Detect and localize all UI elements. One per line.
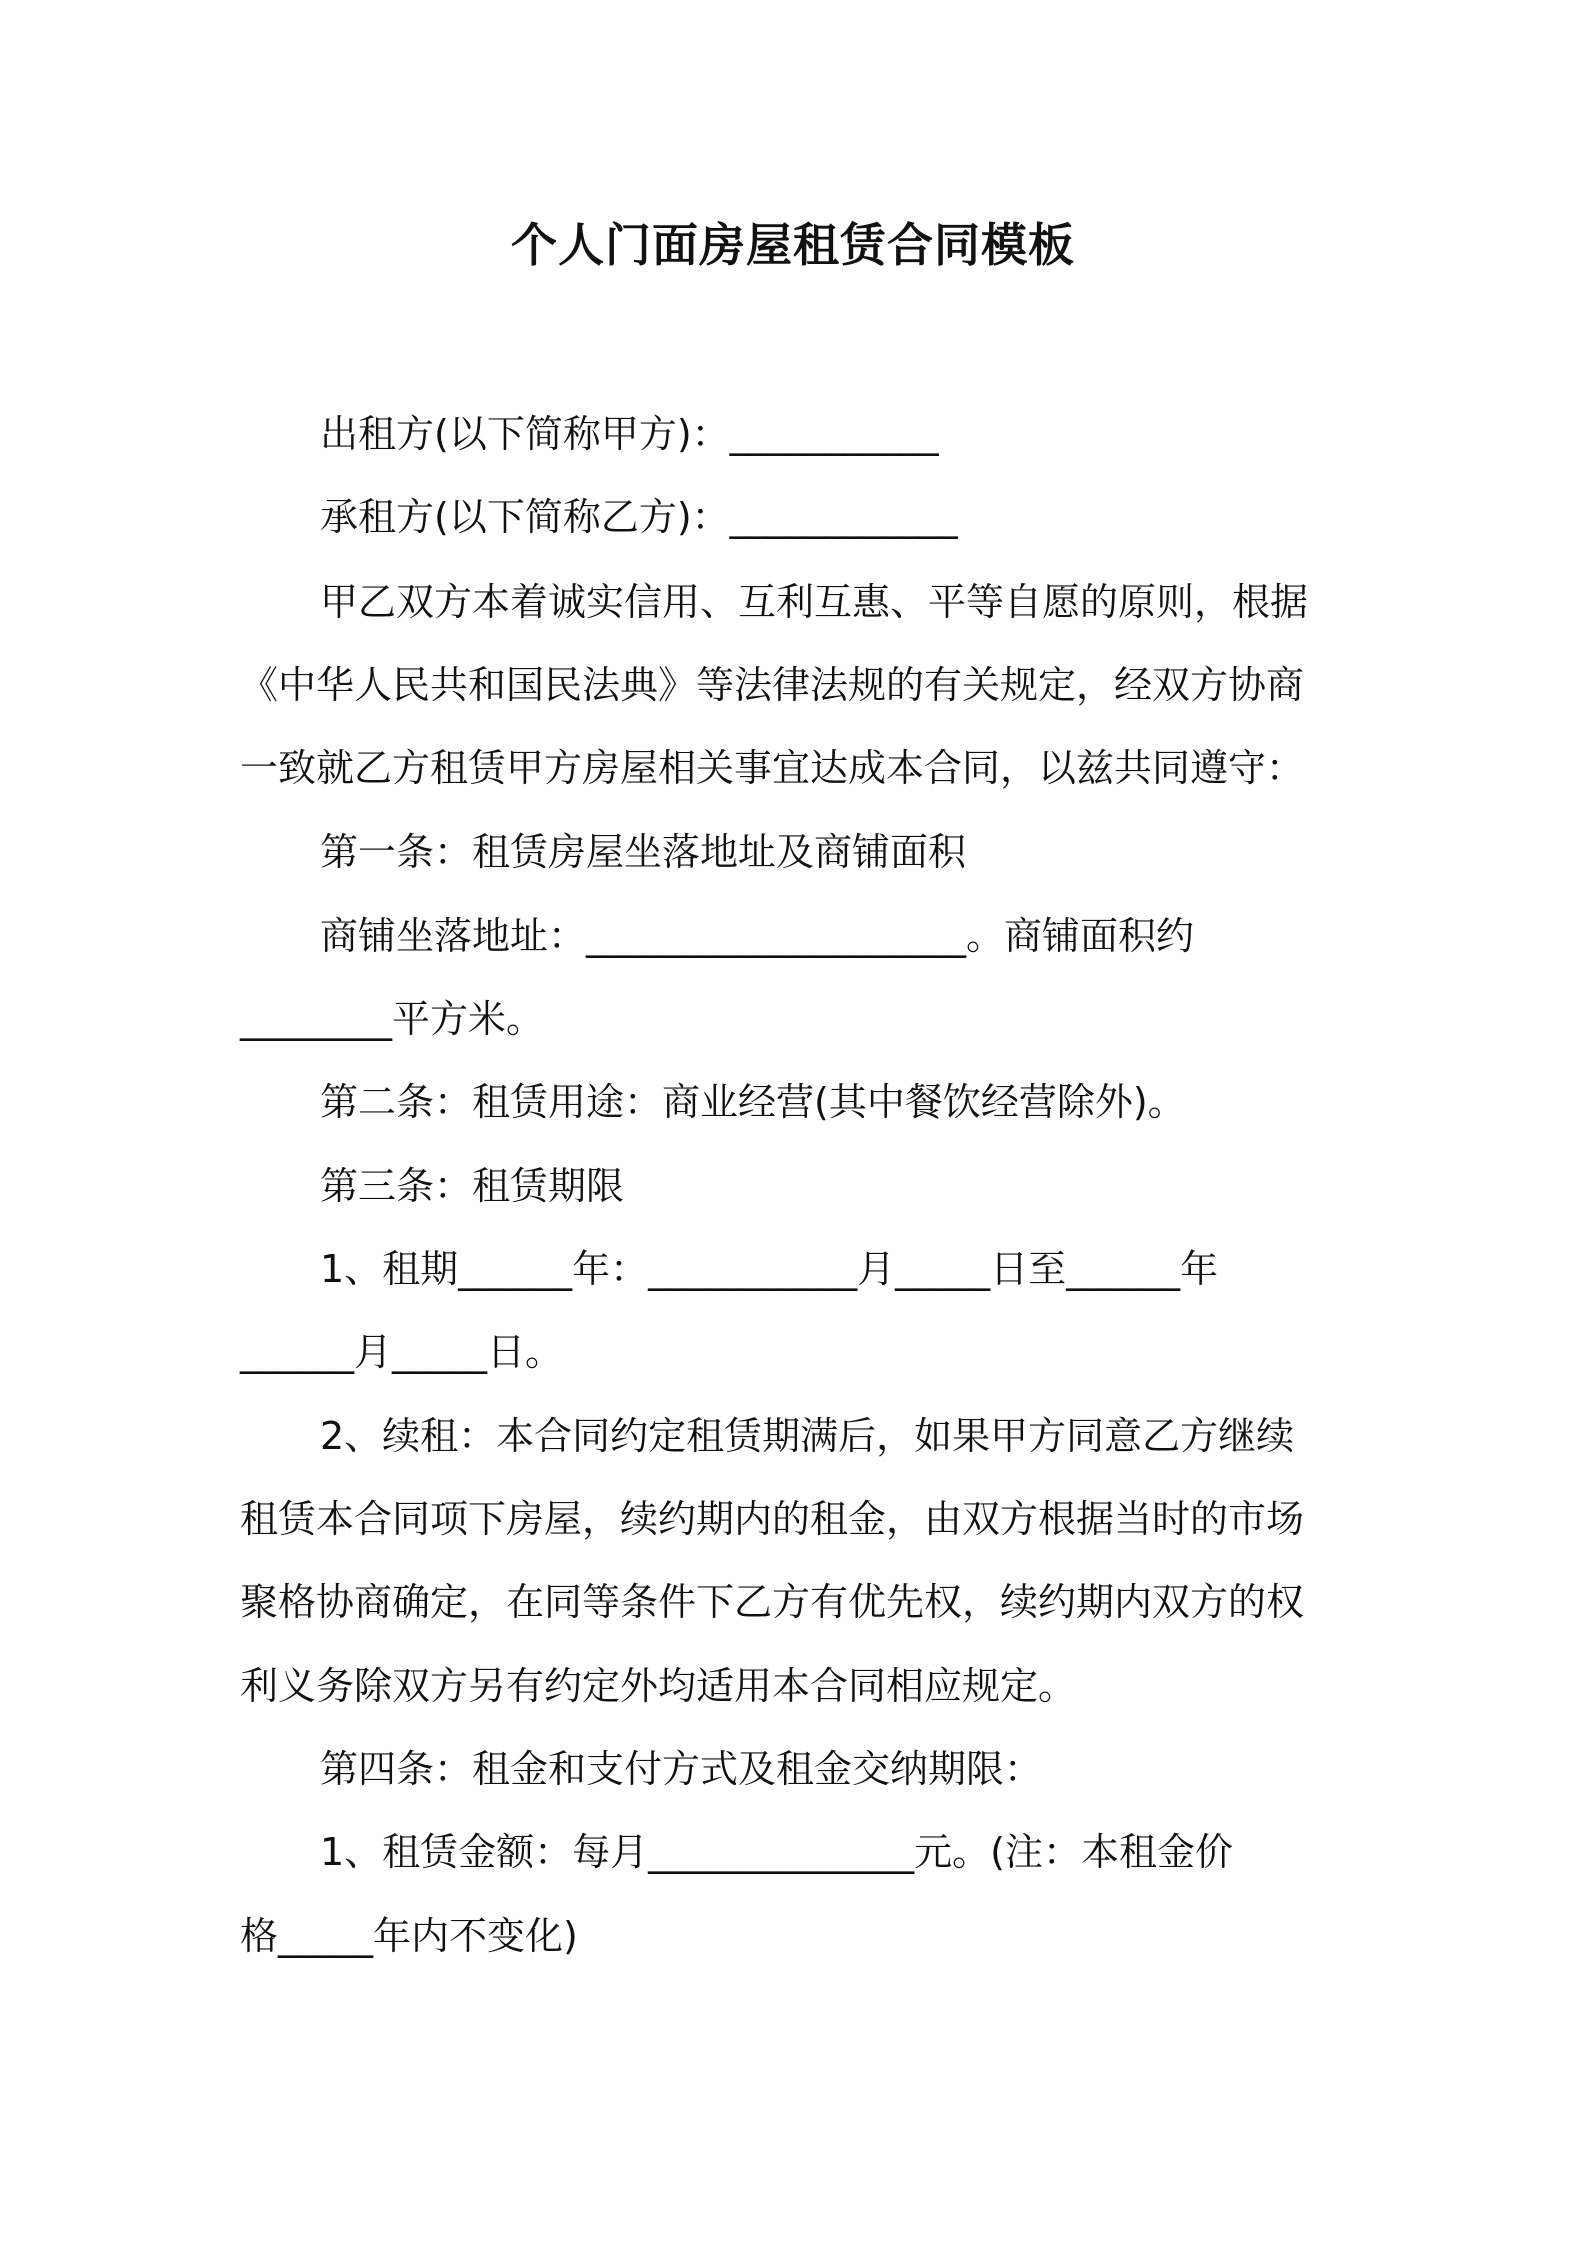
term-line-2: ______月_____日。 — [240, 1330, 564, 1374]
renewal-line-3: 聚格协商确定，在同等条件下乙方有优先权，续约期内双方的权 — [240, 1580, 1305, 1624]
preamble-line-2: 《中华人民共和国民法典》等法律法规的有关规定，经双方协商 — [240, 663, 1305, 707]
term-line-1: 1、租期______年：___________月_____日至______年 — [320, 1247, 1219, 1291]
shop-address-line: 商铺坐落地址：____________________。商铺面积约 — [320, 914, 1195, 958]
rent-line-2: 格_____年内不变化) — [240, 1914, 578, 1958]
renewal-line-4: 利义务除双方另有约定外均适用本合同相应规定。 — [240, 1664, 1077, 1708]
lessor-line: 出租方(以下简称甲方)：___________ — [320, 412, 939, 456]
article-1-heading: 第一条：租赁房屋坐落地址及商铺面积 — [320, 830, 967, 874]
article-3-heading: 第三条：租赁期限 — [320, 1164, 625, 1208]
document-title: 个人门面房屋租赁合同模板 — [511, 218, 1075, 272]
preamble-line-1: 甲乙双方本着诚实信用、互利互惠、平等自愿的原则，根据 — [320, 580, 1309, 624]
article-4-heading: 第四条：租金和支付方式及租金交纳期限： — [320, 1747, 1043, 1791]
renewal-line-2: 租赁本合同项下房屋，续约期内的租金，由双方根据当时的市场 — [240, 1497, 1305, 1541]
article-2-line: 第二条：租赁用途：商业经营(其中餐饮经营除外)。 — [320, 1080, 1186, 1124]
rent-line-1: 1、租赁金额：每月______________元。(注：本租金价 — [320, 1830, 1234, 1874]
preamble-line-3: 一致就乙方租赁甲方房屋相关事宜达成本合同，以兹共同遵守： — [240, 746, 1305, 790]
renewal-line-1: 2、续租：本合同约定租赁期满后，如果甲方同意乙方继续 — [320, 1414, 1295, 1458]
shop-area-line: ________平方米。 — [240, 997, 545, 1041]
lessee-line: 承租方(以下简称乙方)：____________ — [320, 495, 958, 539]
